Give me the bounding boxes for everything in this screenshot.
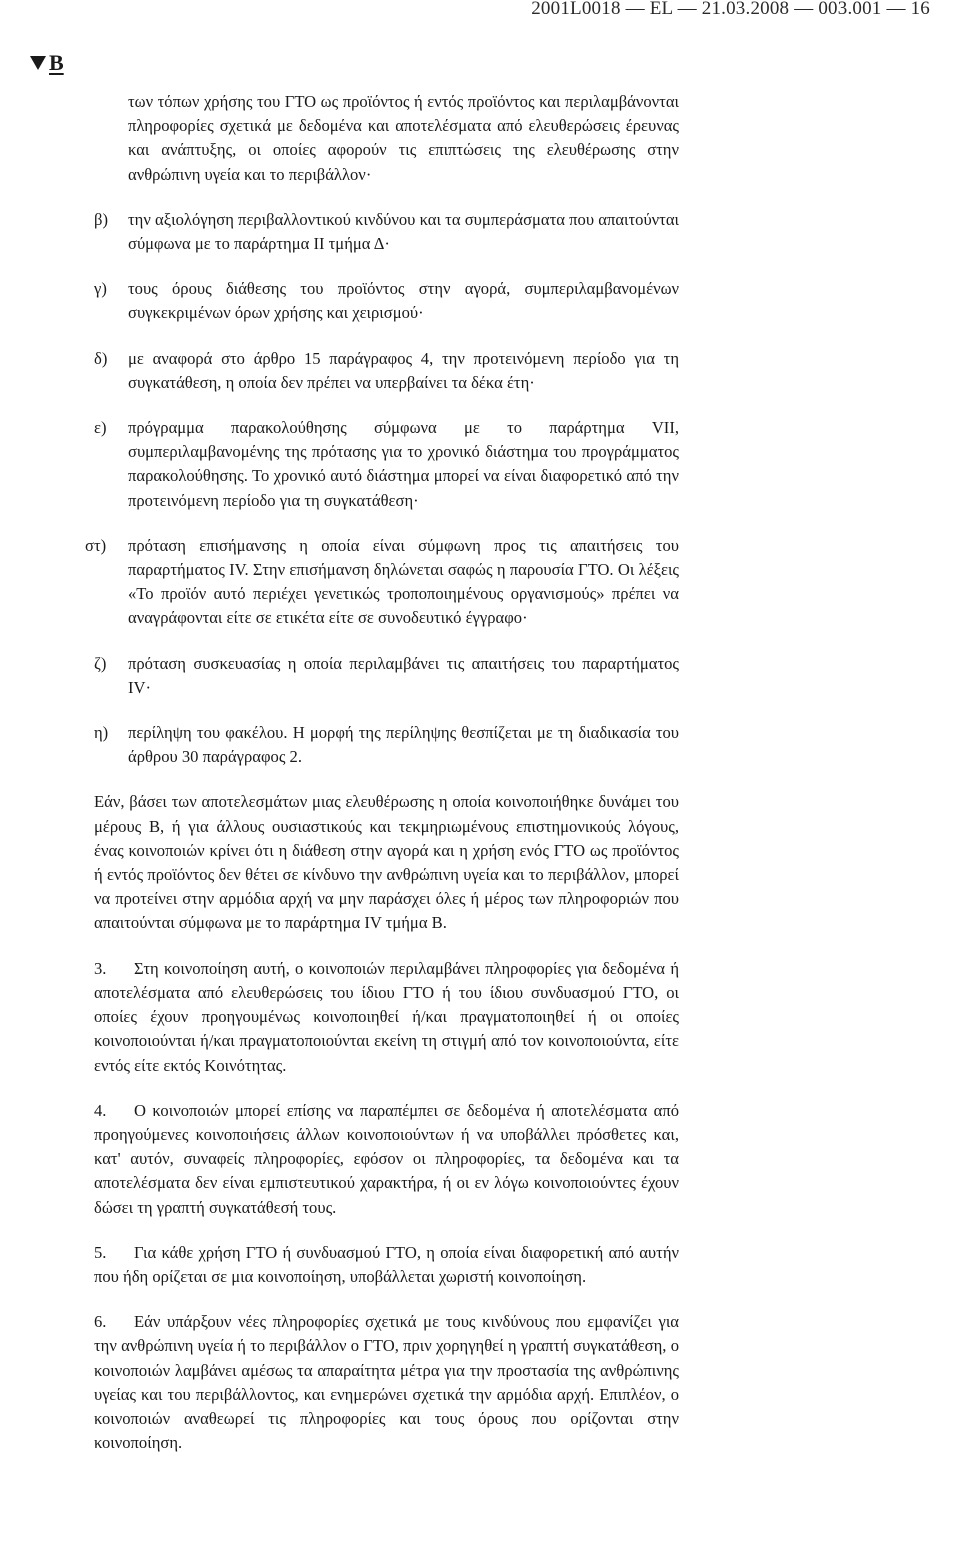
paragraph-text: Για κάθε χρήση ΓΤΟ ή συνδυασμού ΓΤΟ, η οποία είναι διαφορετική από αυτήν που ήδη ορίζεται σε μια κοινοποίηση, υποβάλλεται χωριστή κοινοποίηση. (94, 1242, 679, 1286)
list-item-text: πρόταση επισήμανσης η οποία είναι σύμφωνη προς τις απαιτήσεις του παραρτήματος IV. Στην επισήμανση δηλώνεται σαφώς η παρουσία ΓΤΟ. Οι λέξεις «Το προϊόν αυτό περιέχει γενετικώς τροποποιημένους οργανισμούς» πρέπει να αναγράφονται είτε σε ετικέτα είτε σε συνοδευτικό έγγραφο· (128, 535, 679, 628)
paragraph-text: Εάν υπάρξουν νέες πληροφορίες σχετικά με τους κινδύνους που εμφανίζει για την ανθρώπινη υγεία ή το περιβάλλον ο ΓΤΟ, πριν χορηγηθεί η γραπτή συγκατάθεση, ο κοινοποιών λαμβάνει αμέσως τα απαραίτητα μέτρα για την προστασία της ανθρώπινης υγείας και του περιβάλλοντος, και ενημερώνει σχετικά την αρμόδια αρχή. Επιπλέον, ο κοινοποιών αναθεωρεί τις πληροφορίες και τους όρους που ορίζονται στην κοινοποίηση. (94, 1312, 679, 1453)
paragraph-number: 4. (94, 1100, 107, 1120)
list-item (94, 347, 679, 395)
list-item-label: β) (94, 209, 108, 229)
list-item (94, 277, 679, 325)
paragraph-number: 3. (94, 958, 107, 978)
amendment-marker-label: B (49, 50, 64, 75)
paragraph-text: Ο κοινοποιών μπορεί επίσης να παραπέμπει σε δεδομένα ή αποτελέσματα από προηγούμενες κοινοποιήσεις άλλων κοινοποιούντων ή να υποβάλλει πρόσθετες και, κατ' αυτόν, συναφείς πληροφορίες, εφόσον οι πληροφορίες, τα δεδομένα και τα αποτελέσματα δεν είναι εμπιστευτικού χαρακτήρα, ή οι εν λόγω κοινοποιούντες έχουν δώσει τη γραπτή συγκατάθεσή τους. (94, 1100, 679, 1217)
list-item-text: περίληψη του φακέλου. Η μορφή της περίληψης θεσπίζεται με τη διαδικασία του άρθρου 30 παράγραφος 2. (128, 723, 679, 767)
list-item (94, 208, 679, 256)
paragraph (94, 1241, 679, 1289)
paragraph (94, 790, 679, 935)
list-item (85, 534, 679, 631)
list-item-text: πρόγραμμα παρακολούθησης σύμφωνα με το παράρτημα VII, συμπεριλαμβανομένης της πρότασης για το χρονικό διάστημα του προγράμματος παρακολούθησης. Το χρονικό αυτό διάστημα μπορεί να είναι διαφορετικό από την προτεινόμενη περίοδο για τη συγκατάθεση· (128, 418, 679, 510)
paragraph-number: 5. (94, 1242, 107, 1262)
paragraph-number: 6. (94, 1312, 107, 1332)
list-item-text: με αναφορά στο άρθρο 15 παράγραφος 4, την προτεινόμενη περίοδο για τη συγκατάθεση, η οποία δεν πρέπει να υπερβαίνει τα δέκα έτη· (128, 348, 679, 392)
continuation-text: των τόπων χρήσης του ΓΤΟ ως προϊόντος ή εντός προϊόντος και περιλαμβάνονται πληροφορίες σχετικά με δεδομένα και αποτελέσματα από ελευθερώσεις έρευνας και ανάπτυξης, οι οποίες αφορούν τις επιπτώσεις της ελευθέρωσης στην ανθρώπινη υγεία και το περιβάλλον· (128, 92, 679, 184)
list-item-label: γ) (94, 279, 107, 299)
paragraph-text: Εάν, βάσει των αποτελεσμάτων μιας ελευθέρωσης η οποία κοινοποιήθηκε δυνάμει του μέρους B, ή για άλλους ουσιαστικούς και τεκμηριωμένους επιστημονικούς λόγους, ένας κοινοποιών κρίνει ότι η διάθεση στην αγορά και η χρήση ενός ΓΤΟ ως προϊόντος ή εντός προϊόντος δεν θέτει σε κίνδυνο την ανθρώπινη υγεία και το περιβάλλον, μπορεί να προτείνει στην αρμόδια αρχή να μην παράσχει όλες ή μέρος των πληροφοριών που απαιτούνται σύμφωνα με το παράρτημα IV τμήμα B. (94, 792, 679, 933)
paragraph (94, 1310, 679, 1455)
list-item-label: ε) (94, 418, 107, 438)
list-item (94, 721, 679, 769)
list-item-label: ζ) (94, 653, 107, 673)
triangle-down-icon (30, 56, 46, 70)
document-reference: 2001L0018 — EL — 21.03.2008 — 003.001 — 16 (531, 0, 930, 19)
document-body (85, 90, 679, 1476)
amendment-marker (30, 50, 64, 76)
list-item-text: τους όρους διάθεσης του προϊόντος στην αγορά, συμπεριλαμβανομένων συγκεκριμένων όρων χρήσης και χειρισμού· (128, 279, 679, 323)
list-item (94, 416, 679, 513)
paragraph (94, 957, 679, 1078)
list-item-text: πρόταση συσκευασίας η οποία περιλαμβάνει τις απαιτήσεις του παραρτήματος IV· (128, 653, 679, 697)
list-item (94, 652, 679, 700)
page-header (0, 0, 960, 20)
list-item-label: δ) (94, 348, 108, 368)
paragraph-text: Στη κοινοποίηση αυτή, ο κοινοποιών περιλαμβάνει πληροφορίες για δεδομένα ή αποτελέσματα από ελευθερώσεις του ίδιου ΓΤΟ ή του ίδιου συνδυασμού ΓΤΟ, οι οποίες έχουν προηγουμένως κοινοποιηθεί ή/και πραγματοποιηθεί ή οι οποίες κοινοποιούνται ή/και πραγματοποιούνται εκείνη τη στιγμή από τον κοινοποιούντα, είτε εντός είτε εκτός Κοινότητας. (94, 958, 679, 1075)
list-item-label: η) (94, 723, 109, 743)
list-item-label: στ) (85, 535, 107, 555)
paragraph (94, 1099, 679, 1220)
list-item-text: την αξιολόγηση περιβαλλοντικού κινδύνου και τα συμπεράσματα που απαιτούνται σύμφωνα με το παράρτημα II τμήμα Δ· (128, 209, 679, 254)
